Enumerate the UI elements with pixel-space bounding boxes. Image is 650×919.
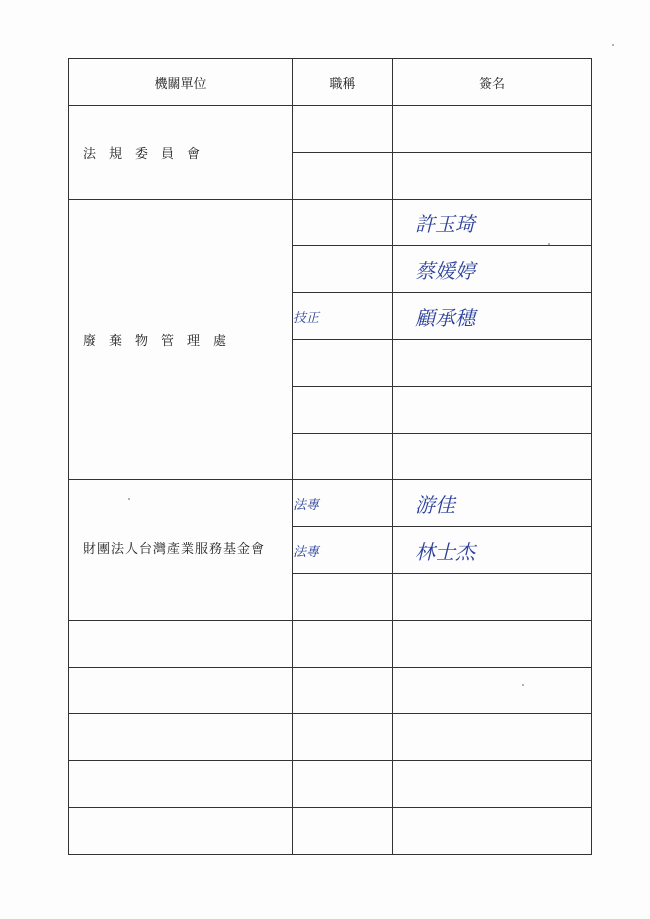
title-cell — [293, 152, 393, 199]
unit-cell — [69, 807, 293, 854]
title-cell — [293, 199, 393, 246]
scan-speck — [522, 684, 524, 686]
title-cell — [293, 761, 393, 808]
title-cell: 法專 — [293, 527, 393, 574]
signature-cell — [393, 620, 592, 667]
signature-cell — [393, 667, 592, 714]
unit-cell — [69, 620, 293, 667]
header-unit: 機關單位 — [69, 59, 293, 106]
header-signature: 簽名 — [393, 59, 592, 106]
unit-cell — [69, 667, 293, 714]
signature-cell — [393, 714, 592, 761]
title-cell — [293, 620, 393, 667]
signature-cell — [393, 386, 592, 433]
signature-cell — [393, 807, 592, 854]
title-cell: 技正 — [293, 293, 393, 340]
title-cell — [293, 246, 393, 293]
scan-speck — [548, 243, 550, 245]
title-cell — [293, 807, 393, 854]
title-cell — [293, 573, 393, 620]
unit-cell — [69, 106, 293, 200]
title-cell — [293, 433, 393, 480]
scan-speck — [128, 498, 130, 500]
title-cell — [293, 667, 393, 714]
signature-cell — [393, 106, 592, 153]
title-cell: 法專 — [293, 480, 393, 527]
table-row — [69, 199, 592, 246]
signature-table — [68, 58, 592, 855]
signature-cell: 顧承穗 — [393, 293, 592, 340]
scan-speck — [612, 44, 614, 46]
unit-cell — [69, 480, 293, 620]
table-row — [69, 667, 592, 714]
signature-cell — [393, 433, 592, 480]
title-cell — [293, 386, 393, 433]
signature-cell — [393, 573, 592, 620]
table-row — [69, 807, 592, 854]
header-title: 職稱 — [293, 59, 393, 106]
unit-cell — [69, 714, 293, 761]
header-row — [69, 59, 592, 106]
signature-cell: 許玉琦 — [393, 199, 592, 246]
signature-cell — [393, 152, 592, 199]
table-row — [69, 620, 592, 667]
table-row — [69, 106, 592, 153]
signature-cell: 游佳 — [393, 480, 592, 527]
title-cell — [293, 106, 393, 153]
title-cell — [293, 714, 393, 761]
unit-name: 廢 棄 物 管 理 處 — [83, 333, 227, 349]
title-cell — [293, 339, 393, 386]
unit-cell — [69, 199, 293, 480]
signature-cell — [393, 339, 592, 386]
signature-cell: 林士杰 — [393, 527, 592, 574]
unit-cell — [69, 761, 293, 808]
unit-name: 財團法人台灣產業服務基金會 — [83, 542, 266, 558]
signature-cell — [393, 761, 592, 808]
table-row — [69, 480, 592, 527]
table-row — [69, 714, 592, 761]
signature-cell: 蔡媛婷 — [393, 246, 592, 293]
unit-name: 法 規 委 員 會 — [83, 146, 201, 162]
table-row — [69, 761, 592, 808]
